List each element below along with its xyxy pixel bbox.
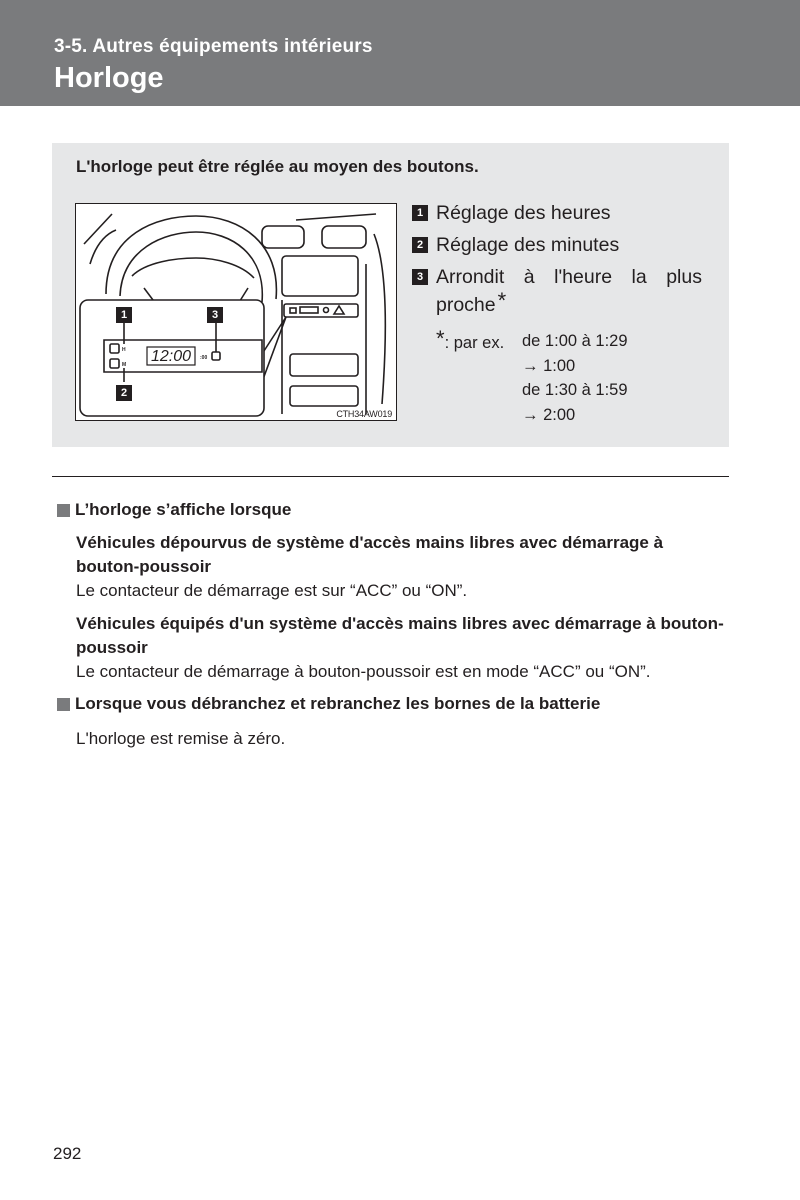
minute-button-label: M — [122, 362, 127, 368]
legend-list — [412, 199, 702, 323]
page-title: Horloge — [54, 62, 164, 94]
intro-text: L'horloge peut être réglée au moyen des boutons. — [76, 157, 479, 176]
dashboard-illustration — [75, 203, 397, 421]
section-title: 3-5. Autres équipements intérieurs — [54, 36, 373, 57]
condition-heading: Véhicules équipés d'un système d'accès mains libres avec démarrage à bouton-poussoir — [76, 614, 724, 657]
footnote-marker: * — [497, 288, 507, 313]
footnote-star: * — [436, 326, 445, 351]
legend-text: Réglage des heures — [436, 202, 611, 224]
subheading-display — [57, 500, 291, 520]
condition-heading: Véhicules dépourvus de système d'accès mains libres avec démarrage à bouton-poussoir — [76, 533, 664, 576]
page-header — [0, 0, 800, 106]
footnote-row — [436, 354, 576, 379]
square-bullet-icon — [57, 698, 70, 711]
condition-text: Le contacteur de démarrage est sur “ACC” ou “ON”. — [76, 581, 468, 600]
footnote-prefix: : par ex. — [444, 334, 505, 352]
hour-button-label: H — [122, 347, 126, 353]
illustration-code: CTH34AW019 — [336, 409, 392, 419]
round-button-label: :00 — [200, 355, 208, 361]
clock-display-text: 12:00 — [150, 348, 192, 365]
footnote-row — [436, 326, 628, 354]
callout-1: 1 — [116, 307, 132, 323]
footnote-line: → 1:00 — [522, 356, 576, 375]
legend-text: Arrondit à l'heure la plus proche — [436, 266, 702, 316]
footnote-line: de 1:30 à 1:59 — [522, 381, 628, 399]
intro-box — [52, 143, 729, 447]
footnote — [436, 326, 628, 427]
condition-text: Le contacteur de démarrage à bouton-poussoir est en mode “ACC” ou “ON”. — [76, 662, 651, 681]
legend-number: 3 — [412, 269, 428, 285]
divider — [52, 476, 729, 477]
footnote-row — [436, 378, 628, 403]
legend-number: 2 — [412, 237, 428, 253]
reset-text: L'horloge est remise à zéro. — [76, 729, 286, 748]
page-number: 292 — [53, 1144, 82, 1163]
legend-item-minutes — [412, 231, 702, 259]
subheading-text: Lorsque vous débranchez et rebranchez les bornes de la batterie — [75, 694, 601, 713]
square-bullet-icon — [57, 504, 70, 517]
legend-number: 1 — [412, 205, 428, 221]
legend-text-wrap — [436, 263, 702, 319]
subheading-text: L’horloge s’affiche lorsque — [75, 500, 292, 519]
subheading-battery — [57, 694, 600, 714]
footnote-line: de 1:00 à 1:29 — [522, 332, 628, 350]
footnote-line: → 2:00 — [522, 405, 576, 424]
legend-item-hours — [412, 199, 702, 227]
footnote-row — [436, 403, 576, 428]
legend-item-round — [412, 263, 702, 319]
callout-3: 3 — [207, 307, 223, 323]
legend-text: Réglage des minutes — [436, 234, 620, 256]
callout-2: 2 — [116, 385, 132, 401]
